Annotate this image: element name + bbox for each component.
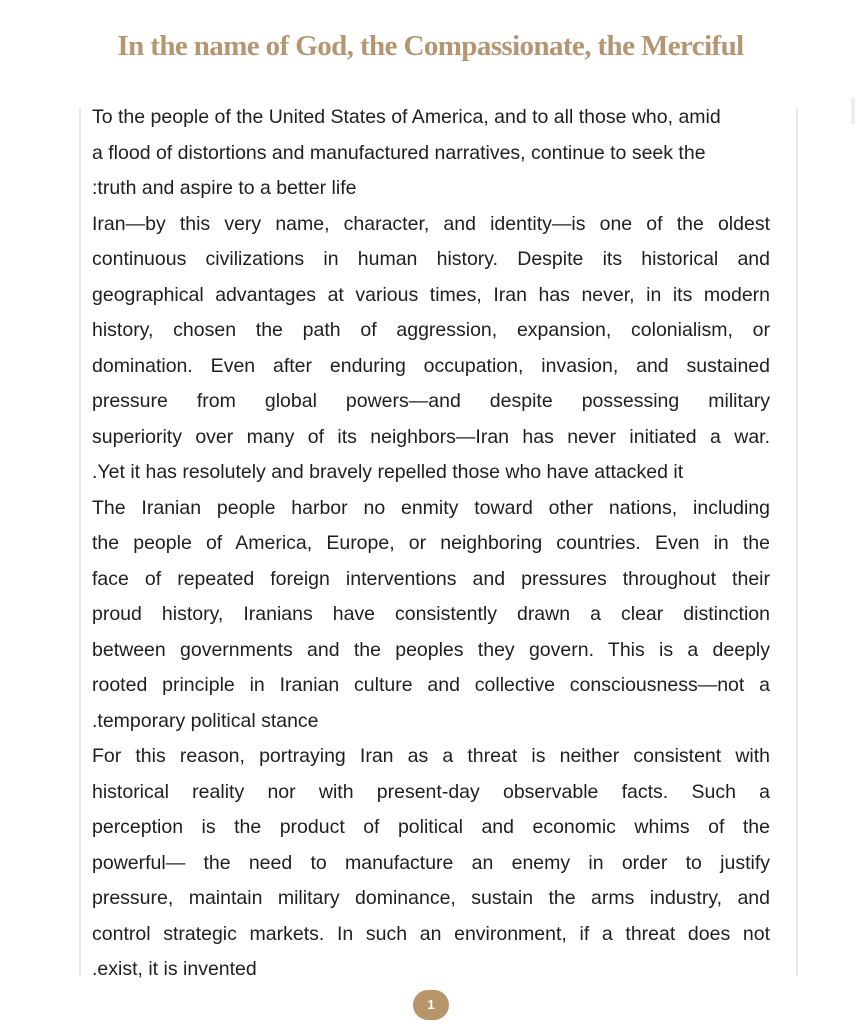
right-margin-rule — [796, 108, 798, 976]
text-line: .exist, it is invented — [92, 958, 257, 980]
left-margin-rule — [79, 108, 81, 976]
text-line: superiority over many of its neighbors—Iran has never initiated a war. — [92, 425, 770, 448]
page-edge-mark — [851, 98, 855, 124]
text-line: The Iranian people harbor no enmity toward other nations, including — [92, 496, 770, 519]
text-line: Iran—by this very name, character, and identity—is one of the oldest — [92, 212, 770, 235]
letter-body — [92, 100, 770, 988]
text-line: face of repeated foreign interventions and pressures throughout their — [92, 567, 770, 590]
text-line: pressure, maintain military dominance, sustain the arms industry, and — [92, 887, 770, 909]
text-line: For this reason, portraying Iran as a threat is neither consistent with — [92, 745, 770, 767]
text-line: .temporary political stance — [92, 709, 319, 732]
text-line: history, chosen the path of aggression, expansion, colonialism, or — [92, 319, 770, 341]
text-line: domination. Even after enduring occupation, invasion, and sustained — [92, 354, 770, 377]
text-line: historical reality nor with present-day observable facts. Such a — [92, 780, 770, 803]
page-title: In the name of God, the Compassionate, the Merciful — [117, 30, 744, 62]
page-number-badge: 1 — [413, 990, 449, 1020]
text-line: rooted principle in Iranian culture and collective consciousness—not a — [92, 674, 770, 696]
text-line: the people of America, Europe, or neighboring countries. Even in the — [92, 532, 770, 554]
text-line: continuous civilizations in human history. Despite its historical and — [92, 248, 770, 270]
text-line: perception is the product of political and economic whims of the — [92, 816, 770, 838]
text-line: pressure from global powers—and despite possessing military — [92, 390, 770, 412]
text-line: a flood of distortions and manufactured narratives, continue to seek the — [92, 141, 706, 164]
text-line: between governments and the peoples they govern. This is a deeply — [92, 638, 770, 661]
text-line: powerful— the need to manufacture an enemy in order to justify — [92, 851, 770, 874]
text-line: To the people of the United States of America, and to all those who, amid — [92, 106, 721, 128]
text-line: geographical advantages at various times, Iran has never, in its modern — [92, 283, 770, 306]
text-line: proud history, Iranians have consistently drawn a clear distinction — [92, 603, 770, 625]
text-line: .Yet it has resolutely and bravely repelled those who have attacked it — [92, 461, 684, 483]
text-line: :truth and aspire to a better life — [92, 177, 357, 199]
text-line: control strategic markets. In such an environment, if a threat does not — [92, 922, 770, 945]
